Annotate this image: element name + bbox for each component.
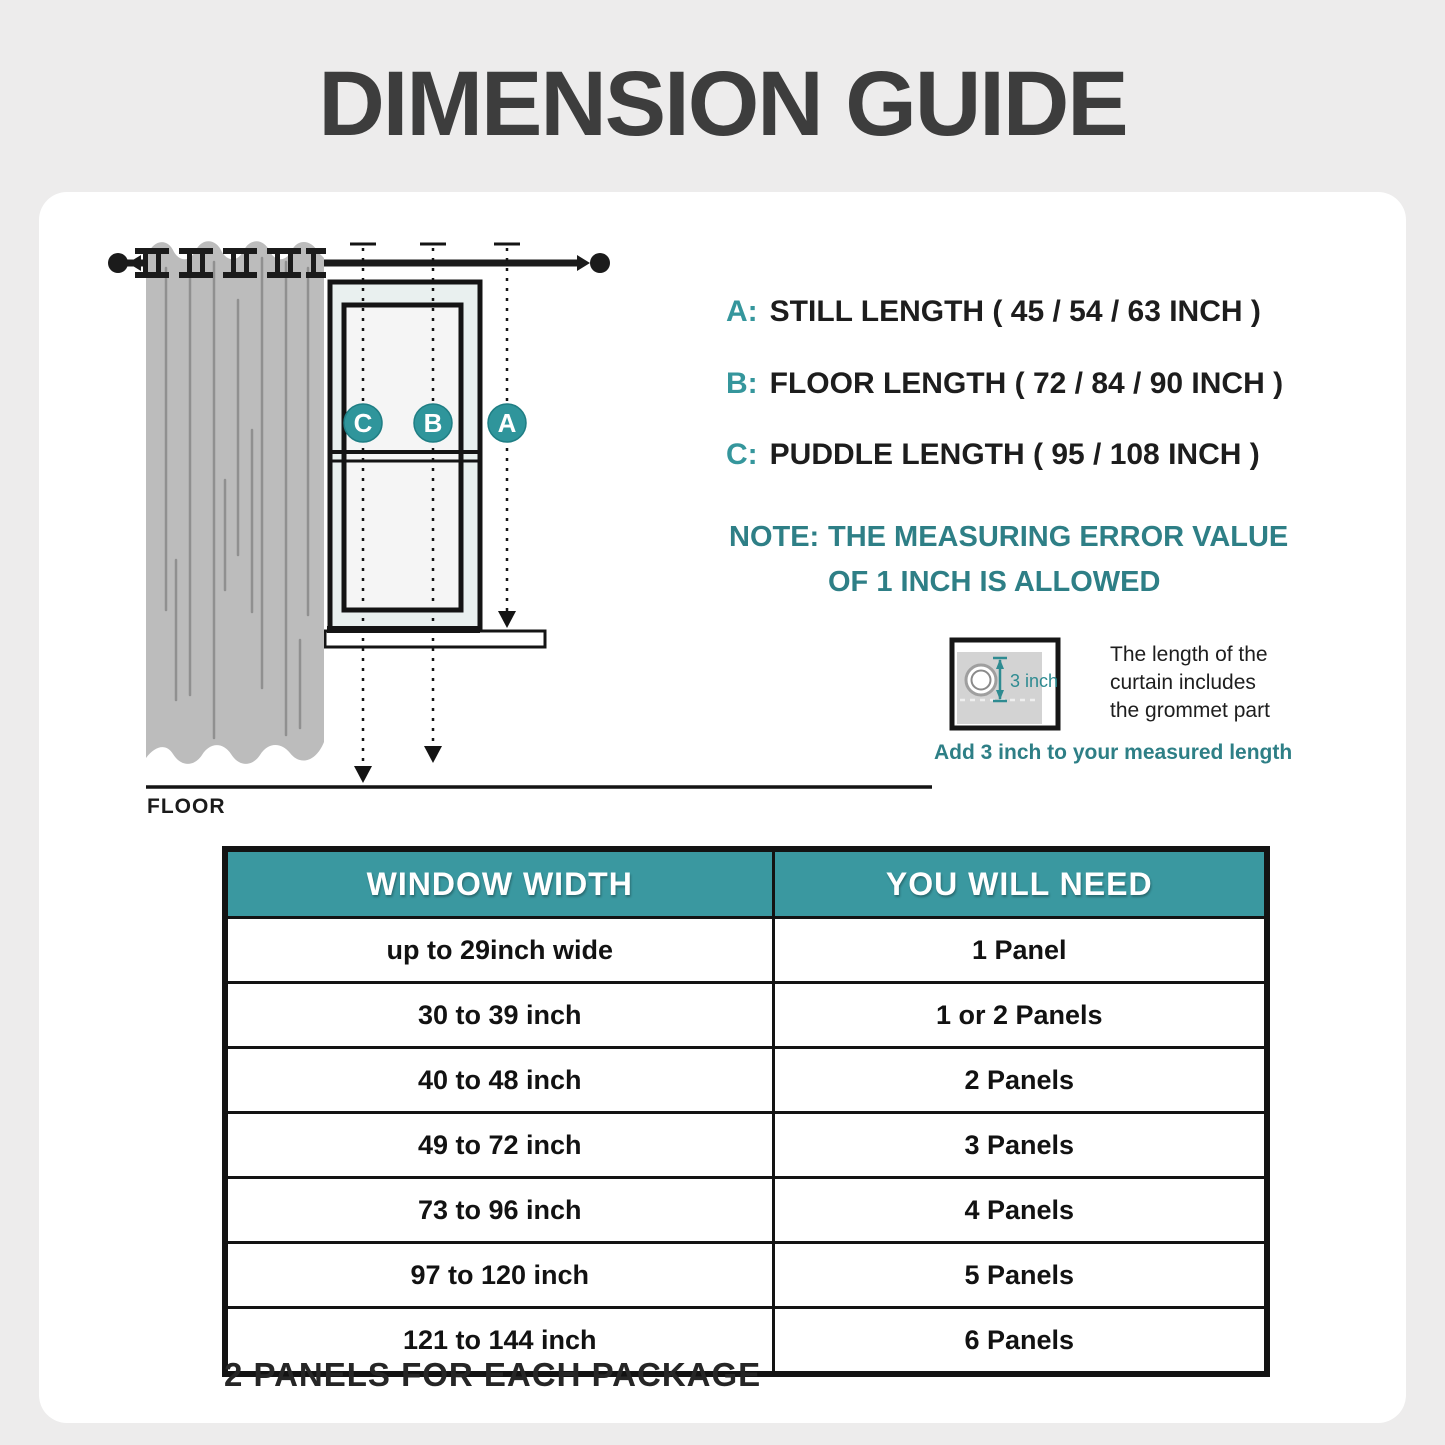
table-row [225, 1113, 1267, 1178]
window-width-cell: 97 to 120 inch [225, 1243, 773, 1308]
header-you-will-need: YOU WILL NEED [773, 849, 1267, 918]
header-window-width: WINDOW WIDTH [225, 849, 773, 918]
note-lines [828, 515, 1288, 605]
panels-needed-cell: 2 Panels [773, 1048, 1267, 1113]
marker-c-label: C [353, 408, 373, 438]
table-header-row [225, 849, 1267, 918]
grommet-inset-icon [952, 640, 1058, 728]
window-width-cell: 121 to 144 inch [225, 1308, 773, 1375]
floor-label: FLOOR [147, 795, 226, 818]
length-c-text: PUDDLE LENGTH ( 95 / 108 INCH ) [769, 438, 1260, 471]
window-width-cell: 49 to 72 inch [225, 1113, 773, 1178]
length-a-text: STILL LENGTH ( 45 / 54 / 63 INCH ) [769, 295, 1261, 328]
window-icon [325, 282, 545, 647]
length-row-c [726, 437, 1260, 473]
curtain-panel-icon [146, 241, 324, 764]
marker-b-label: B [423, 408, 443, 438]
grommet-description [1110, 641, 1270, 725]
panels-needed-cell: 6 Panels [773, 1308, 1267, 1375]
panels-needed-cell: 1 Panel [773, 918, 1267, 983]
length-b-text: FLOOR LENGTH ( 72 / 84 / 90 INCH ) [769, 367, 1284, 400]
length-a-prefix: A: [726, 295, 758, 328]
table-row [225, 1243, 1267, 1308]
panels-needed-cell: 4 Panels [773, 1178, 1267, 1243]
grommet-desc-line-3: the grommet part [1110, 699, 1270, 722]
grommet-desc-line-1: The length of the [1110, 643, 1268, 666]
package-note: 2 PANELS FOR EACH PACKAGE [224, 1356, 762, 1393]
page-title: DIMENSION GUIDE [318, 53, 1127, 155]
panels-needed-cell: 5 Panels [773, 1243, 1267, 1308]
length-row-b [726, 366, 1283, 402]
note-line-1: THE MEASURING ERROR VALUE [828, 521, 1289, 553]
length-row-a [726, 294, 1261, 330]
length-c-prefix: C: [726, 438, 758, 471]
panel-count-table [222, 846, 1270, 1377]
marker-c-badge [344, 404, 382, 442]
note-prefix: NOTE: [729, 521, 820, 553]
window-width-cell: up to 29inch wide [225, 918, 773, 983]
note-line-2: OF 1 INCH IS ALLOWED [828, 566, 1161, 598]
table-row [225, 1048, 1267, 1113]
measuring-note [729, 515, 1288, 605]
length-b-prefix: B: [726, 367, 758, 400]
table-row [225, 1178, 1267, 1243]
marker-a-label: A [497, 408, 517, 438]
window-width-cell: 30 to 39 inch [225, 983, 773, 1048]
panels-needed-cell: 3 Panels [773, 1113, 1267, 1178]
grommet-desc-line-2: curtain includes [1110, 671, 1256, 694]
marker-b-badge [414, 404, 452, 442]
window-width-cell: 40 to 48 inch [225, 1048, 773, 1113]
grommet-tip: Add 3 inch to your measured length [934, 741, 1293, 764]
panels-needed-cell: 1 or 2 Panels [773, 983, 1267, 1048]
grommet-measure-label: 3 inch [1010, 671, 1059, 691]
marker-a-badge [488, 404, 526, 442]
table-row [225, 983, 1267, 1048]
window-width-cell: 73 to 96 inch [225, 1178, 773, 1243]
table-row [225, 918, 1267, 983]
